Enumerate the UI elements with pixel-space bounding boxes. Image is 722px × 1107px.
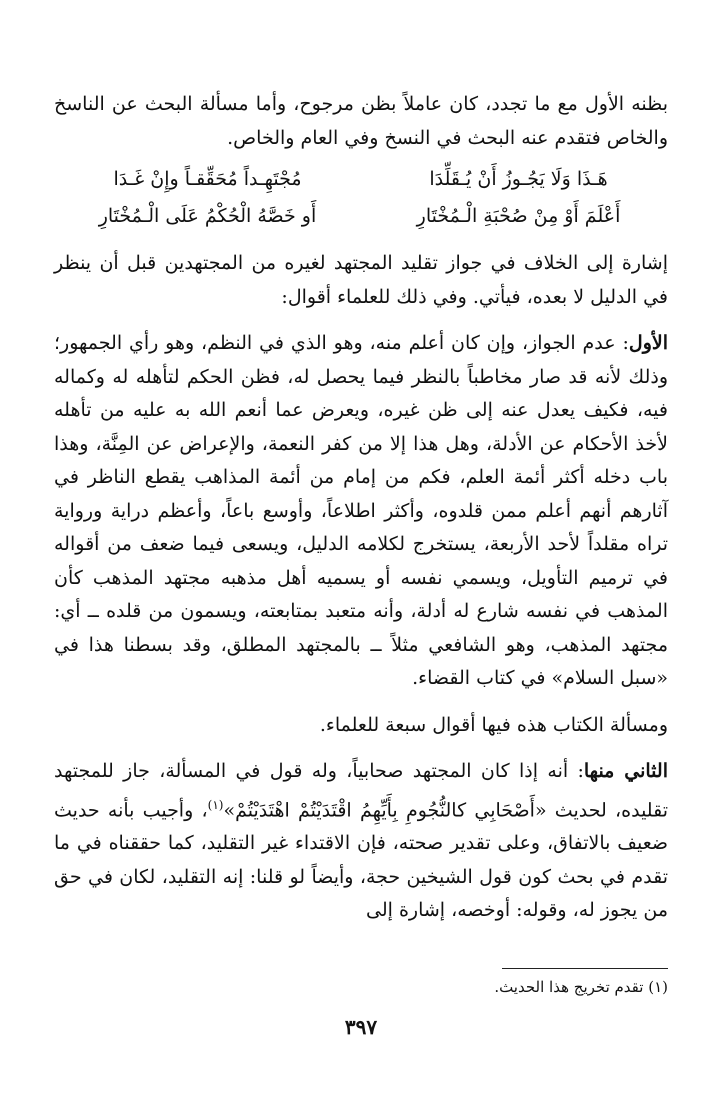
footnote: (١) تقدم تخريج هذا الحديث.	[494, 977, 668, 996]
paragraph-3	[54, 327, 668, 696]
paragraph-3-lead: الأول	[628, 332, 668, 354]
paragraph-1: بظنه الأول مع ما تجدد، كان عاملاً بظن مرجوح، وأما مسألة البحث عن الناسخ والخاص فتقدم عنه البحث في النسخ وفي العام والخاص.	[54, 93, 668, 149]
paragraph-5-lead: الثاني منها	[583, 760, 668, 782]
paragraph-4: ومسألة الكتاب هذه فيها أقوال سبعة للعلماء.	[319, 713, 668, 736]
paragraph-5-body-b: ، وأجيب بأنه حديث ضعيف بالاتفاق، وعلى تقدير صحته، فإن الاقتداء غير التقليد، كما حققناه في ما تقدم في بحث كون قول الشيخين حجة، وأيضاً لو قلنا: إنه التقليد، لكان في حق من يجوز له، وقوله: أوخصه، إشارة إلى	[54, 798, 668, 922]
footnote-reference: (١)	[207, 797, 224, 812]
verse-1-second-hemistich: مُجْتَهِـداً مُحَقِّقـاً وإِنْ غَـدَا	[113, 168, 302, 190]
poem-verses	[54, 161, 668, 235]
paragraph-3-body: : عدم الجواز، وإن كان أعلم منه، وهو الذي في النظم، وهو رأي الجمهور؛ وذلك لأنه قد صار مخاطباً بالنظر فيما يحصل له، فظن الحكم لتأهله له وكماله فيه، فكيف يعدل عنه إلى ظن غيره، ويعرض عما أنعم الله به عليه من تأهله لأخذ الأحكام عن الأدلة، وهل هذا إلا من كفر النعمة، والإعراض عن المِنَّة، وهذا باب دخله أكثر أئمة العلم، فكم من إمام من أئمة المذاهب يقطع الناظر في آثارهم أنهم أعلم ممن قلدوه، وأكثر اطلاعاً، وأوسع باعاً، وأعظم دراية ورواية تراه مقلداً لأحد الأربعة، يستخرج لكلامه الدليل، ويسعى فيما ضعف من أقواله في ترميم التأويل، ويسمي نفسه أو يسميه أهل مذهبه مجتهد المذهب كأن المذهب في نفسه شارع له أدلة، وأنه متعبد بمتابعته، ويسمون من قلده ــ أي: مجتهد المذهب، وهو الشافعي مثلاً ــ بالمجتهد المطلق، وقد بسطنا هذا في «سبل السلام» في كتاب القضاء.	[54, 332, 668, 689]
page-number: ٣٩٧	[344, 1015, 378, 1039]
paragraph-5-body-a: : أنه إذا كان المجتهد صحابياً، وله قول في المسألة، جاز للمجتهد تقليده، لحديث «أَصْحَابِي كالنُّجُومِ بِأَيِّهِمُ اقْتَدَيْتُمْ اهْتَدَيْتُمْ»	[54, 760, 668, 821]
footnote-separator	[502, 968, 668, 969]
verse-2-first-hemistich: أَعْلَمَ أَوْ مِنْ صُحْبَةِ الْـمُخْتَارِ	[416, 205, 621, 227]
verse-2-second-hemistich: أَو خَصَّهُ الْحُكْمُ عَلَى الْـمُخْتَارِ	[98, 205, 317, 227]
paragraph-2: إشارة إلى الخلاف في جواز تقليد المجتهد لغيره من المجتهدين قبل أن ينظر في الدليل لا بعده، فيأتي. وفي ذلك للعلماء أقوال:	[54, 252, 668, 308]
paragraph-5	[54, 755, 668, 928]
verse-1-first-hemistich: هَـذَا وَلَا يَجُـوزُ أَنْ يُـقَلِّدَا	[429, 168, 608, 190]
